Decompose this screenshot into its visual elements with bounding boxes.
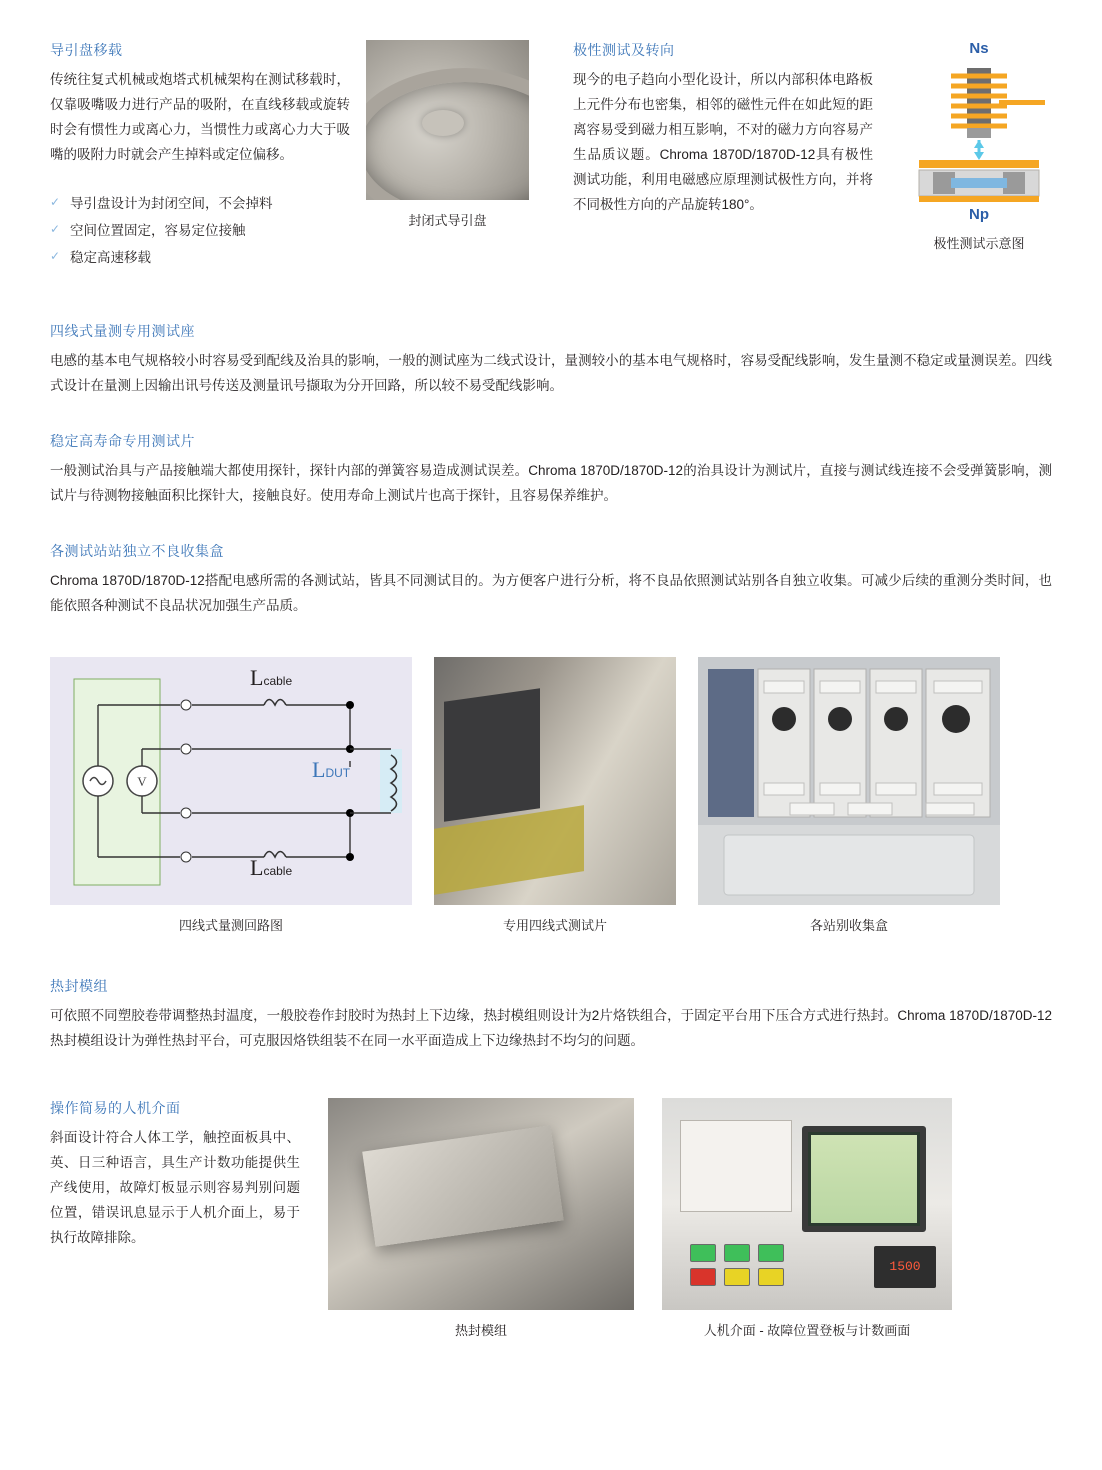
- collection-boxes-photo: [698, 657, 1000, 905]
- sealing-figure: [328, 1098, 634, 1339]
- test-strip-paragraph: 一般测试治具与产品接触端大都使用探针，探针内部的弹簧容易造成测试误差。Chroma 1870D/1870D-12的治具设计为测试片，直接与测试线连接不会受弹簧影响，测试片与待测物接触面积比探针大，接触良好。使用寿命上测试片也高于探针，且容易保养维护。: [50, 462, 1052, 503]
- polarity-label-np: Np: [969, 206, 989, 223]
- collect-box-paragraph: Chroma 1870D/1870D-12搭配电感所需的各测试站，皆具不同测试目的。为方便客户进行分析，将不良品依照测试站别各自独立收集。可减少后续的重测分类时间，也能依照各种测试不良品状况加强生产品质。: [50, 572, 1052, 613]
- svg-text:V: V: [137, 773, 147, 789]
- four-wire-paragraph: 电感的基本电气规格较小时容易受到配线及治具的影响，一般的测试座为二线式设计，量测较小的基本电气规格时，容易受配线影响，发生量测不稳定或量测误差。四线式设计在量测上因输出讯号传送及测量讯号撷取为分开回路，所以较不易受配线影响。: [50, 352, 1052, 393]
- blade-figure: [434, 657, 676, 905]
- check-icon: ✓: [50, 248, 61, 263]
- heat-seal-heading: 热封模组: [50, 977, 108, 994]
- polarity-label-ns: Ns: [969, 40, 989, 57]
- fault-position-diagram: [680, 1120, 792, 1212]
- hmi-text: [50, 1098, 300, 1339]
- circuit-label-dut: LDUT: [312, 756, 351, 782]
- four-wire-test-blade-photo: [434, 657, 676, 905]
- status-led: [690, 1268, 716, 1286]
- boxes-svg: [698, 657, 1000, 905]
- heat-seal-section: [0, 976, 1102, 1054]
- polarity-heading: 极性测试及转向: [573, 42, 675, 58]
- guide-tray-text: [50, 40, 350, 271]
- polarity-paragraph: 现今的电子趋向小型化设计，所以内部积体电路板上元件分布也密集，相邻的磁性元件在如此短的距离容易受到磁力相互影响，不对的磁力方向容易产生品质议题。Chroma 1870D/1870D-12具有极性测试功能，利用电磁感应原理测试极性方向，并将不同极性方向的产品旋转180°。: [573, 72, 873, 212]
- list-item: [50, 244, 350, 271]
- boxes-caption: 各站别收集盒: [809, 917, 888, 933]
- polarity-text: [573, 40, 873, 271]
- circuit-caption: 四线式量测回路图: [178, 917, 283, 933]
- heat-seal-paragraph: 可依照不同塑胶卷带调整热封温度，一般胶卷作封胶时为热封上下边缘，热封模组则设计为2片烙铁组合，于固定平台用下压合方式进行热封。Chroma 1870D/1870D-12热封模组设计为弹性热封平台，可克服因烙铁组装不在同一水平面造成上下边缘热封不均匀的问题。: [50, 1007, 1052, 1048]
- hmi-figure: [662, 1098, 952, 1339]
- circuit-svg: [50, 657, 412, 905]
- polarity-figure: [889, 40, 1069, 271]
- hmi-paragraph: 斜面设计符合人体工学，触控面板具中、英、日三种语言，具生产计数功能提供生产线使用，故障灯板显示则容易判别问题位置，错误讯息显示于人机介面上，易于执行故障排除。: [50, 1129, 300, 1245]
- figure-row: [0, 657, 1102, 905]
- bullet-label: 稳定高速移载: [70, 249, 151, 265]
- temperature-controller: [874, 1246, 936, 1288]
- led-row-green: [690, 1244, 784, 1262]
- status-led: [758, 1244, 784, 1262]
- hmi-panel-caption: 人机介面 - 故障位置登板与计数画面: [703, 1322, 911, 1338]
- four-wire-circuit-diagram: [50, 657, 412, 905]
- bullet-label: 空间位置固定，容易定位接触: [70, 222, 246, 238]
- hmi-heading: 操作简易的人机介面: [50, 1099, 181, 1116]
- polarity-block: [573, 40, 1065, 271]
- polarity-caption: 极性测试示意图: [933, 236, 1025, 251]
- blade-caption: 专用四线式测试片: [502, 917, 607, 933]
- screen-inner: [811, 1135, 917, 1223]
- four-wire-section: [0, 321, 1102, 399]
- top-section: [0, 0, 1102, 271]
- closed-guide-tray-photo: [366, 40, 529, 200]
- circuit-label-cable-top: Lcable: [250, 664, 293, 690]
- sealing-caption: 热封模组: [454, 1322, 507, 1338]
- touch-screen: [802, 1126, 926, 1232]
- check-icon: ✓: [50, 194, 61, 209]
- polarity-svg: [889, 60, 1069, 210]
- boxes-figure: [698, 657, 1000, 905]
- guide-tray-block: [50, 40, 529, 271]
- polarity-diagram: [889, 40, 1069, 223]
- list-item: [50, 217, 350, 244]
- guide-tray-bullets: [50, 190, 350, 271]
- status-led: [724, 1268, 750, 1286]
- collect-box-section: [0, 541, 1102, 619]
- list-item: [50, 190, 350, 217]
- circuit-figure: [50, 657, 412, 905]
- collect-box-heading: 各测试站站独立不良收集盒: [50, 542, 224, 559]
- guide-tray-paragraph: 传统往复式机械或炮塔式机械架构在测试移载时，仅靠吸嘴吸力进行产品的吸附，在直线移载或旋转时会有惯性力或离心力，当惯性力或离心力大于吸嘴的吸附力时就会产生掉料或定位偏移。: [50, 72, 350, 162]
- test-strip-section: [0, 431, 1102, 509]
- guide-tray-figure: [366, 40, 529, 271]
- meter-value: 1500: [889, 1259, 921, 1275]
- check-icon: ✓: [50, 221, 61, 236]
- status-led: [724, 1244, 750, 1262]
- four-wire-heading: 四线式量测专用测试座: [50, 322, 195, 339]
- status-led: [758, 1268, 784, 1286]
- bullet-label: 导引盘设计为封闭空间，不会掉料: [70, 195, 273, 211]
- figure-row-captions: [0, 905, 1102, 934]
- circuit-label-cable-bottom: Lcable: [250, 854, 293, 880]
- test-strip-heading: 稳定高寿命专用测试片: [50, 432, 195, 449]
- status-led: [690, 1244, 716, 1262]
- guide-tray-caption: 封闭式导引盘: [408, 213, 487, 228]
- heat-sealing-module-photo: [328, 1098, 634, 1310]
- hmi-panel-photo: [662, 1098, 952, 1310]
- guide-tray-heading: 导引盘移载: [50, 42, 123, 58]
- led-row-alarm: [690, 1268, 784, 1286]
- hmi-section: [0, 1098, 1102, 1339]
